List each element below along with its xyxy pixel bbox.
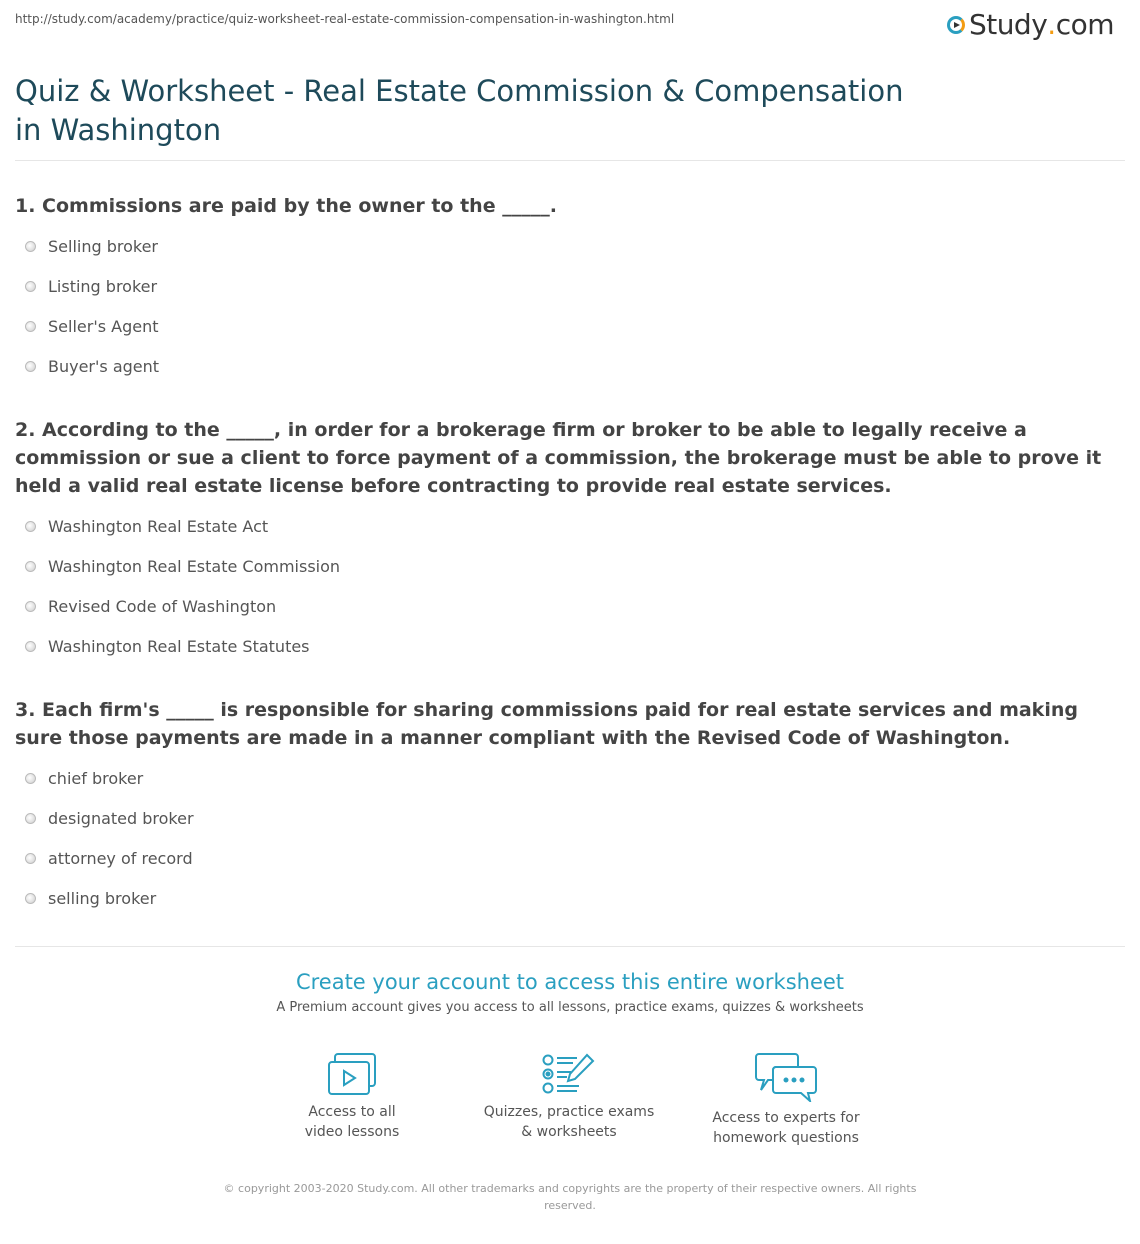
option[interactable] bbox=[25, 849, 193, 868]
logo-dot: . bbox=[1047, 8, 1056, 41]
feature-line: & worksheets bbox=[521, 1124, 617, 1140]
radio-icon[interactable] bbox=[25, 561, 36, 572]
option-label: attorney of record bbox=[48, 849, 193, 868]
feature-video bbox=[252, 1052, 452, 1142]
option-label: Revised Code of Washington bbox=[48, 597, 277, 616]
feature-line: Access to all bbox=[308, 1104, 396, 1120]
copyright: © copyright 2003-2020 Study.com. All other trademarks and copyrights are the property of their respective owners. All rights reserved. bbox=[223, 1182, 917, 1212]
option-label: Washington Real Estate Act bbox=[48, 517, 269, 536]
feature-line: video lessons bbox=[304, 1124, 400, 1140]
radio-icon[interactable] bbox=[25, 321, 36, 332]
divider bbox=[15, 160, 1125, 161]
radio-icon[interactable] bbox=[25, 241, 36, 252]
question-2: 2. According to the _____, in order for a brokerage firm or broker to be able to legally receive a commission or sue a client to force payment of a commission, the brokerage must be able to prove it held a valid real estate license before contracting to provide real estate services. bbox=[15, 419, 1102, 497]
study-logo[interactable] bbox=[947, 8, 1114, 41]
option[interactable] bbox=[25, 277, 157, 296]
option-label: Selling broker bbox=[48, 237, 159, 256]
radio-icon[interactable] bbox=[25, 853, 36, 864]
feature-quizzes bbox=[469, 1052, 669, 1142]
radio-icon[interactable] bbox=[25, 521, 36, 532]
option-label: Washington Real Estate Commission bbox=[48, 557, 341, 576]
video-lessons-icon bbox=[327, 1052, 377, 1096]
logo-text: Study bbox=[968, 8, 1048, 41]
quiz-checklist-icon bbox=[541, 1052, 597, 1096]
option-label: Buyer's agent bbox=[48, 357, 160, 376]
option[interactable] bbox=[25, 637, 310, 656]
option[interactable] bbox=[25, 809, 194, 828]
feature-line: Access to experts for bbox=[712, 1110, 860, 1126]
feature-experts bbox=[686, 1052, 886, 1148]
feature-line: homework questions bbox=[713, 1130, 859, 1146]
page-title: Quiz & Worksheet - Real Estate Commission & Compensation in Washington bbox=[15, 74, 904, 147]
feature-line: Quizzes, practice exams bbox=[483, 1104, 655, 1120]
option-label: chief broker bbox=[48, 769, 144, 788]
option-label: Washington Real Estate Statutes bbox=[48, 637, 310, 656]
option[interactable] bbox=[25, 769, 143, 788]
logo-tld: com bbox=[1055, 8, 1114, 41]
radio-icon[interactable] bbox=[25, 601, 36, 612]
option-label: designated broker bbox=[48, 809, 194, 828]
radio-icon[interactable] bbox=[25, 773, 36, 784]
radio-icon[interactable] bbox=[25, 813, 36, 824]
question-1: 1. Commissions are paid by the owner to the _____. bbox=[15, 195, 557, 217]
radio-icon[interactable] bbox=[25, 281, 36, 292]
option-label: selling broker bbox=[48, 889, 157, 908]
play-logo-icon bbox=[947, 16, 965, 34]
radio-icon[interactable] bbox=[25, 893, 36, 904]
option-label: Listing broker bbox=[48, 277, 158, 296]
option[interactable] bbox=[25, 889, 156, 908]
option[interactable] bbox=[25, 357, 159, 376]
page-url: http://study.com/academy/practice/quiz-worksheet-real-estate-commission-compensation-in-washington.html bbox=[15, 12, 675, 26]
option[interactable] bbox=[25, 557, 340, 576]
create-account-link[interactable]: Create your account to access this entire worksheet bbox=[295, 970, 845, 994]
question-3: 3. Each firm's _____ is responsible for sharing commissions paid for real estate services and making sure those payments are made in a manner compliant with the Revised Code of Washington. bbox=[15, 699, 1078, 749]
radio-icon[interactable] bbox=[25, 361, 36, 372]
radio-icon[interactable] bbox=[25, 641, 36, 652]
option-label: Seller's Agent bbox=[48, 317, 159, 336]
option[interactable] bbox=[25, 237, 158, 256]
option[interactable] bbox=[25, 597, 276, 616]
premium-description: A Premium account gives you access to all lessons, practice exams, quizzes & worksheets bbox=[276, 1000, 864, 1015]
chat-bubbles-icon bbox=[754, 1052, 818, 1102]
option[interactable] bbox=[25, 517, 268, 536]
divider bbox=[15, 946, 1125, 947]
option[interactable] bbox=[25, 317, 159, 336]
